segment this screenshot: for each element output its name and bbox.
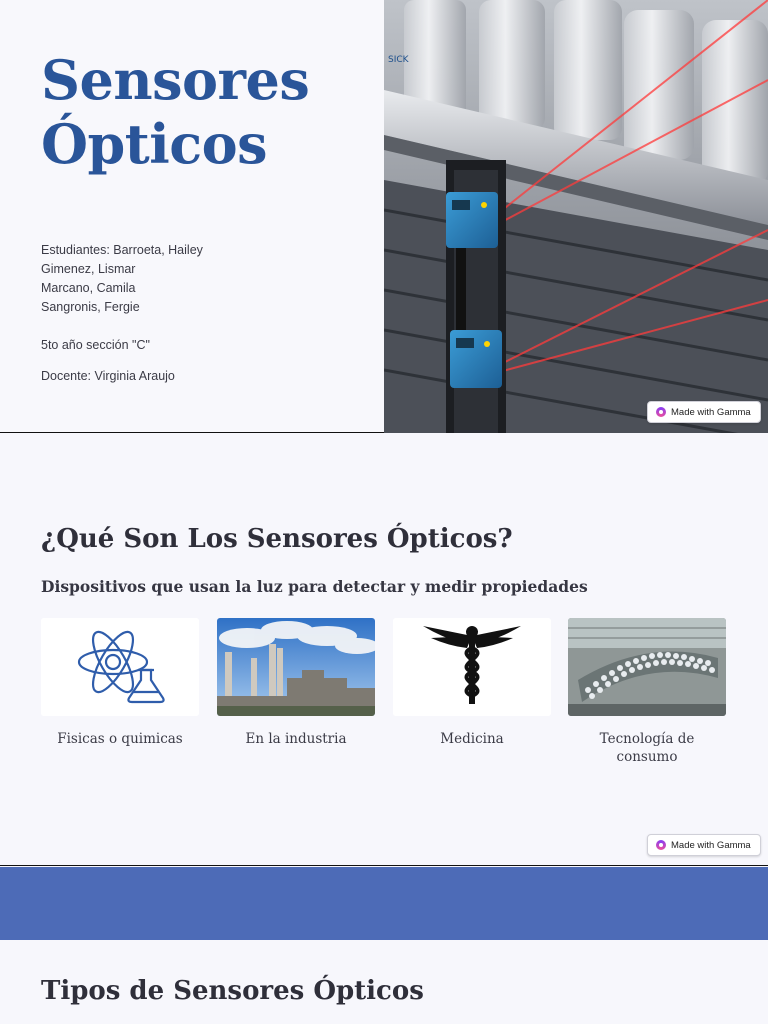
made-with-gamma-badge[interactable] [647, 401, 761, 423]
card-caption: Fisicas o quimicas [57, 731, 183, 747]
card-physics-chemistry [41, 618, 199, 748]
card-caption: En la industria [245, 731, 347, 747]
types-slide [0, 867, 768, 1024]
svg-text:SICK: SICK [388, 55, 409, 65]
title-line-1: Sensores [41, 48, 310, 112]
slide-title: Tipos de Sensores Ópticos [41, 976, 424, 1006]
factory-photo [217, 618, 375, 716]
card-industry [217, 618, 375, 748]
student-4: Sangronis, Fergie [41, 300, 140, 314]
slide-title: ¿Qué Son Los Sensores Ópticos? [41, 524, 513, 554]
presentation-title [41, 48, 309, 176]
student-1: Estudiantes: Barroeta, Hailey [41, 243, 203, 257]
card-caption: Tecnología de consumo [599, 731, 695, 765]
badge-label: Made with Gamma [671, 839, 751, 851]
made-with-gamma-badge[interactable] [647, 834, 761, 856]
definition-slide [0, 434, 768, 866]
bottling-line-photo [568, 618, 726, 716]
gamma-logo-icon [656, 407, 666, 417]
class-section: 5to año sección "C" [41, 338, 150, 352]
gamma-logo-icon [656, 840, 666, 850]
badge-label: Made with Gamma [671, 406, 751, 418]
card-medicine [393, 618, 551, 748]
caduceus-icon [393, 618, 551, 716]
header-band [0, 867, 768, 940]
card-caption: Medicina [440, 731, 504, 747]
teacher-name: Docente: Virginia Araujo [41, 369, 175, 383]
card-consumer-tech [568, 618, 726, 766]
title-line-2: Ópticos [41, 112, 268, 176]
title-slide [0, 0, 768, 433]
slide-subtitle: Dispositivos que usan la luz para detectar y medir propiedades [41, 577, 588, 596]
student-2: Gimenez, Lismar [41, 262, 136, 276]
optical-sensor-photo [384, 0, 768, 433]
atom-flask-icon [41, 618, 199, 716]
students-list [41, 241, 203, 317]
student-3: Marcano, Camila [41, 281, 136, 295]
